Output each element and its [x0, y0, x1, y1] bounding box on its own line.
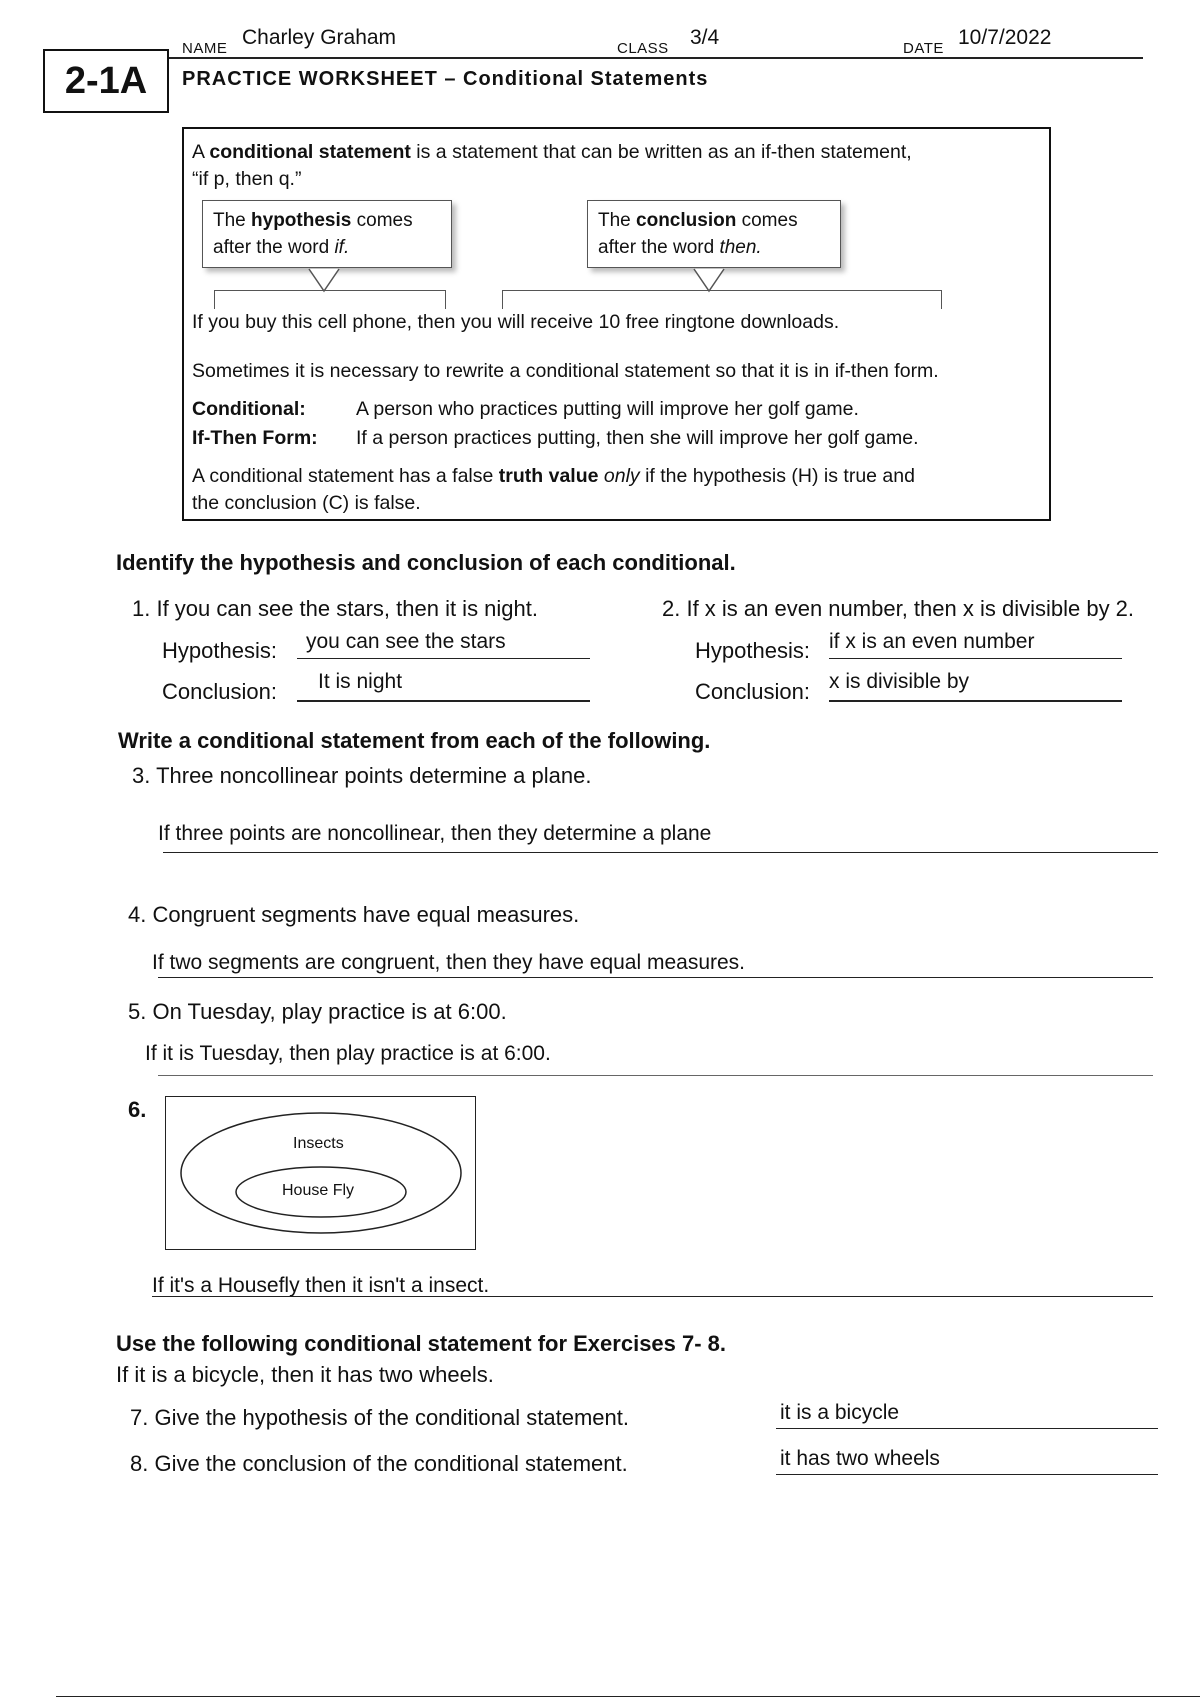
q6-answer[interactable]: If it's a Housefly then it isn't a insect. [152, 1274, 490, 1297]
q2-hypothesis-answer[interactable]: if x is an even number [829, 630, 1035, 653]
q2-conclusion-label: Conclusion: [695, 679, 810, 704]
question-5: 5. On Tuesday, play practice is at 6:00. [128, 999, 507, 1024]
footer-rule [56, 1696, 1200, 1697]
class-label: CLASS [617, 40, 669, 57]
name-label: NAME [182, 40, 228, 57]
rewrite-note: Sometimes it is necessary to rewrite a conditional statement so that it is in if-then form. [192, 360, 939, 382]
conditional-label: Conditional: [192, 398, 306, 420]
question-1: 1. If you can see the stars, then it is night. [132, 596, 539, 621]
question-6: 6. [128, 1097, 147, 1122]
conclusion-bracket [502, 290, 942, 309]
intro-text: A conditional statement is a statement that can be written as an if-then statement, “if p, then q.” [192, 141, 912, 190]
question-8: 8. Give the conclusion of the conditional statement. [130, 1451, 628, 1476]
hypothesis-callout: The hypothesis comes after the word if. [202, 200, 452, 268]
question-3: 3. Three noncollinear points determine a plane. [132, 763, 592, 788]
venn-ellipses [166, 1097, 475, 1249]
question-7: 7. Give the hypothesis of the conditional statement. [130, 1405, 629, 1430]
date-field[interactable]: 10/7/2022 [958, 26, 1052, 49]
q1-hypothesis-label: Hypothesis: [162, 638, 277, 663]
info-box [182, 127, 1051, 521]
section3-heading: Use the following conditional statement for Exercises 7- 8. [116, 1331, 727, 1356]
conclusion-callout: The conclusion comes after the word then. [587, 200, 841, 268]
q1-conclusion-answer[interactable]: It is night [318, 670, 403, 693]
venn-outer-label: Insects [293, 1135, 344, 1152]
example-statement: If you buy this cell phone, then you will receive 10 free ringtone downloads. [192, 311, 840, 333]
venn-inner-label: House Fly [282, 1182, 355, 1199]
question-4: 4. Congruent segments have equal measures. [128, 902, 580, 927]
truth-value-note: A conditional statement has a false truth value only if the hypothesis (H) is true and the conclusion (C) is false. [192, 465, 915, 514]
venn-diagram [165, 1096, 476, 1250]
lesson-code: 2-1A [43, 49, 169, 113]
section1-heading: Identify the hypothesis and conclusion of each conditional. [116, 550, 736, 575]
bicycle-statement: If it is a bicycle, then it has two wheels. [116, 1362, 494, 1387]
q1-hypothesis-answer[interactable]: you can see the stars [306, 630, 506, 653]
q1-conclusion-label: Conclusion: [162, 679, 277, 704]
worksheet-title: PRACTICE WORKSHEET – Conditional Statements [182, 68, 709, 90]
q3-answer[interactable]: If three points are noncollinear, then they determine a plane [158, 822, 712, 845]
q2-conclusion-answer[interactable]: x is divisible by [829, 670, 970, 693]
q7-answer[interactable]: it is a bicycle [780, 1401, 900, 1424]
q2-hypothesis-label: Hypothesis: [695, 638, 810, 663]
question-2: 2. If x is an even number, then x is divisible by 2. [662, 596, 1135, 621]
q8-answer[interactable]: it has two wheels [780, 1447, 940, 1470]
hypothesis-bracket [214, 290, 446, 309]
name-field[interactable]: Charley Graham [242, 26, 397, 49]
class-field[interactable]: 3/4 [690, 26, 720, 49]
q4-answer[interactable]: If two segments are congruent, then they have equal measures. [152, 951, 746, 974]
date-label: DATE [903, 40, 944, 57]
ifthen-label: If-Then Form: [192, 427, 318, 449]
q5-answer[interactable]: If it is Tuesday, then play practice is at 6:00. [145, 1042, 551, 1065]
ifthen-text: If a person practices putting, then she will improve her golf game. [356, 427, 919, 449]
section2-heading: Write a conditional statement from each of the following. [118, 728, 711, 753]
conditional-text: A person who practices putting will improve her golf game. [356, 398, 859, 420]
